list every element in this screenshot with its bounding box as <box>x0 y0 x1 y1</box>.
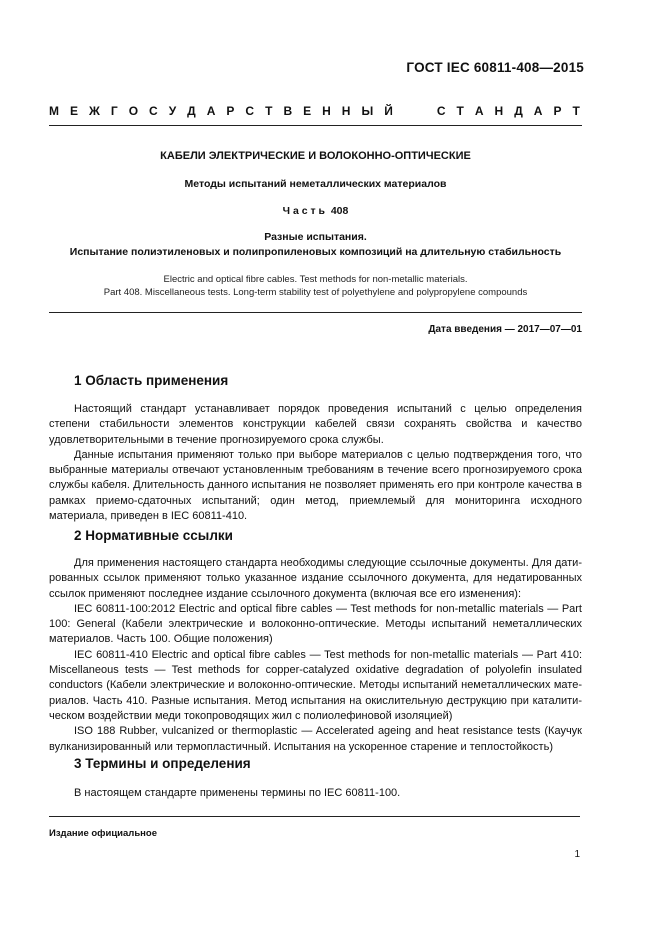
banner-letter: Д <box>514 104 523 118</box>
intro-date: Дата введения — 2017—07—01 <box>428 324 582 335</box>
document-title: КАБЕЛИ ЭЛЕКТРИЧЕСКИЕ И ВОЛОКОННО-ОПТИЧЕСКИЕ <box>160 150 471 162</box>
document-subtitle-1: Разные испытания. <box>264 231 367 243</box>
banner-letter: С <box>149 104 158 118</box>
banner-letter: О <box>128 104 139 118</box>
banner-letter: Ы <box>361 104 374 118</box>
banner-letter: М <box>49 104 59 118</box>
section-1-para-1: Настоящий стандарт устанавливает порядок проведения испытаний с целью определения степени стабильности элементов конструкции кабелей связи сохранять свойства и качество удовлетворительными в течение прогнозируемого срока службы. <box>49 403 582 446</box>
section-2-heading: 2 Нормативные ссылки <box>74 528 233 543</box>
document-subtitle-2: Испытание полиэтиленовых и полипропиленовых композиций на длительную стабильность <box>69 246 562 258</box>
document-methods-title: Методы испытаний неметаллических материалов <box>184 178 447 190</box>
banner-letter: Е <box>303 104 312 118</box>
reference-iso-188: ISO 188 Rubber, vulcanized or thermoplastic — Accelerated ageing and heat resistance tests (Каучук вулканизированный или термопластичный. Испытания на ускоренное старение и теплостойкость) <box>49 725 582 753</box>
banner-letter: Н <box>341 104 351 118</box>
section-2-body <box>49 556 582 755</box>
standard-id: ГОСТ IEC 60811-408—2015 <box>406 60 584 75</box>
banner-letter: Т <box>265 104 273 118</box>
reference-iec-60811-100: IEC 60811-100:2012 Electric and optical fibre cables — Test methods for non-metallic materials — Part 100: General (Кабели электрические и волоконно-оптические. Методы испытаний неметаллических материалов. Часть 100. Общие положения) <box>49 602 582 646</box>
official-edition-note: Издание официальное <box>49 828 157 839</box>
banner-letter: Г <box>110 104 118 118</box>
footer-rule <box>49 816 580 817</box>
english-title-1: Electric and optical fibre cables. Test methods for non-metallic materials. <box>163 274 468 285</box>
interstate-standard-banner <box>49 104 580 118</box>
header-rule <box>49 125 582 126</box>
section-1-para-2: Данные испытания применяют только при выборе материалов с целью подтверждения того, что выбранные материалы отвечают установленным требованиям в течение всего прогнозируемого срока службы кабеля. Длительность данного испытания не позволяет применять его при контроле качества в рамках приемо-сдаточных испытаний; один метод, приемлемый для мониторинга исходного материала, приведен в IEC 60811-410. <box>49 448 582 523</box>
banner-letter: А <box>206 104 216 118</box>
section-3-body <box>49 786 582 801</box>
banner-letter: А <box>474 104 484 118</box>
banner-letter: А <box>533 104 543 118</box>
banner-letter: Р <box>553 104 562 118</box>
reference-iec-60811-410: IEC 60811-410 Electric and optical fibre cables — Test methods for non-metallic materials — Part 410: Miscellaneous tests — Test methods for copper-catalyzed oxidative degradation of polyolefin insulated conductors (Кабели электрические и волоконно-оптические. Методы испытаний неметаллических материалов. Часть 410. Разные испытания. Метод испытания на окислительную деструкцию при каталитическом воздействии меди токопроводящих жил с полиолефиновой изоляцией) <box>49 648 582 722</box>
section-2-para-1: Для применения настоящего стандарта необходимы следующие ссылочные документы. Для датированных ссылок применяют только указанное издание ссылочного документа, для недатированных ссылок применяют последнее издание ссылочного документа (включая все его изменения): <box>49 557 582 600</box>
banner-letter: Н <box>322 104 331 118</box>
page-number: 1 <box>574 849 580 860</box>
banner-letter: Р <box>226 104 235 118</box>
section-1-heading: 1 Область применения <box>74 373 229 388</box>
banner-letter: Й <box>384 104 393 118</box>
banner-letter: Т <box>456 104 464 118</box>
banner-letter: Н <box>494 104 504 118</box>
section-3-para-1: В настоящем стандарте применены термины по IEC 60811-100. <box>74 787 401 799</box>
banner-letter: Е <box>70 104 79 118</box>
banner-letter: С <box>245 104 255 118</box>
banner-letter: У <box>168 104 177 118</box>
banner-letter: С <box>436 104 446 118</box>
banner-letter: Ж <box>89 104 100 118</box>
banner-letter: Т <box>572 104 580 118</box>
section-3-heading: 3 Термины и определения <box>74 756 251 771</box>
english-title-2: Part 408. Miscellaneous tests. Long-term stability test of polyethylene and polypropylene compounds <box>103 287 528 298</box>
document-part-title: Ч а с т ь 408 <box>282 205 349 217</box>
section-1-body <box>49 402 582 524</box>
banner-letter: В <box>283 104 293 118</box>
banner-letter: Д <box>187 104 196 118</box>
title-rule <box>49 312 582 313</box>
